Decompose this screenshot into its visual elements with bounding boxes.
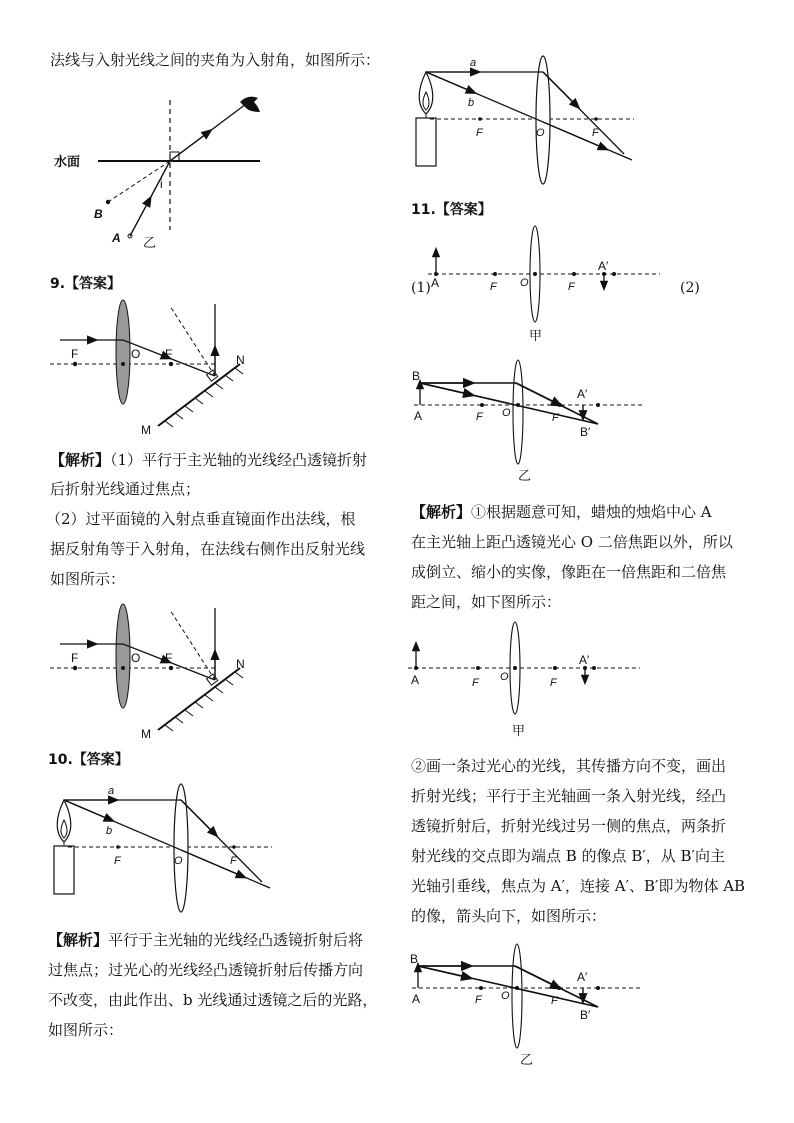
q9-title: 9.【答案】 (50, 276, 122, 292)
image-label: A′ (598, 259, 609, 273)
svg-text:F: F (472, 677, 479, 689)
center-label: O (520, 277, 529, 289)
fig8-diagram (40, 90, 280, 250)
intro-text: 法线与入射光线之间的夹角为入射角，如图所示： (50, 51, 381, 69)
q11-part-1-label: (1) (411, 280, 431, 296)
svg-text:F: F (71, 651, 79, 665)
focus-right-label: F (568, 281, 575, 293)
q10-analysis-line-3: 不改变，由此作出、b 光线通过透镜之后的光路， (48, 991, 378, 1009)
q9-figure (45, 296, 285, 436)
caption: 甲 (529, 328, 543, 343)
q10-title: 10.【答案】 (48, 752, 129, 768)
caption: 乙 (518, 468, 532, 483)
q9-analysis-line-1: 【解析】（1）平行于主光轴的光线经凸透镜折射 (50, 451, 368, 469)
svg-text:F: F (592, 127, 599, 139)
eye-icon (240, 97, 260, 112)
svg-text:F: F (551, 995, 558, 1007)
q11-analysis1-line-1: 【解析】①根据题意可知，蜡烛的烛焰中心 A (411, 503, 712, 521)
svg-text:O: O (131, 651, 141, 665)
svg-text:甲: 甲 (512, 723, 526, 738)
candle-body (54, 846, 74, 894)
svg-text:F: F (550, 677, 557, 689)
object-label: A (431, 276, 440, 290)
q11-part-2-label: (2) (680, 280, 700, 296)
q11-title: 11.【答案】 (411, 202, 492, 218)
q11-fig-yi (410, 358, 660, 488)
ray-b-label: b (106, 825, 113, 837)
svg-text:F: F (475, 994, 482, 1006)
q10-analysis-line-1: 【解析】平行于主光轴的光线经凸透镜折射后将 (48, 931, 364, 949)
center-label: O (502, 407, 511, 419)
mirror-top-label: N (236, 353, 245, 367)
svg-text:M: M (141, 727, 151, 741)
focus-left-label: F (114, 855, 121, 867)
q11-analysis2-line-2: 折射光线；平行于主光轴画一条入射光线，经凸 (411, 787, 727, 805)
q11-fig-jia (428, 224, 668, 349)
svg-text:乙: 乙 (520, 1052, 534, 1067)
svg-text:F: F (476, 127, 483, 139)
svg-text:N: N (236, 657, 245, 671)
q11-analysis2-line-3: 透镜折射后，折射光线过另一侧的焦点，两条折 (411, 817, 727, 835)
point-b-dot (106, 200, 110, 204)
q11-analysis2-line-5: 光轴引垂线，焦点为 A′，连接 A′、B′即为物体 AB (411, 877, 746, 895)
q10-analysis-line-4: 如图所示： (48, 1021, 124, 1039)
svg-text:a: a (470, 57, 477, 69)
q9-solution-figure (45, 600, 285, 740)
center-label: O (174, 855, 183, 867)
svg-text:A: A (412, 992, 421, 1006)
point-a-label: A (414, 409, 423, 423)
water-label: 水面 (54, 154, 81, 169)
point-a-label: A (112, 231, 121, 245)
q11-analysis1-line-2: 在主光轴上距凸透镜光心 O 二倍焦距以外，所以 (411, 533, 733, 551)
q9-analysis-line-3: （2）过平面镜的入射点垂直镜面作出法线，根 (46, 510, 356, 528)
q10-solution-figure (412, 52, 652, 192)
svg-text:F: F (165, 651, 173, 665)
point-b-label: B (94, 207, 103, 221)
svg-text:A: A (411, 673, 420, 687)
point-b-label: B (412, 369, 421, 383)
q9-analysis-line-5: 如图所示： (50, 570, 126, 588)
svg-text:A′: A′ (579, 653, 590, 667)
image-b-label: B′ (580, 425, 591, 439)
svg-text:B′: B′ (580, 1008, 591, 1022)
mirror-normal (170, 306, 215, 376)
q10-figure (48, 780, 288, 920)
q11-analysis1-line-3: 成倒立、缩小的实像，像距在一倍焦距和二倍焦 (411, 563, 727, 581)
mirror-hatching (165, 368, 243, 427)
svg-text:A′: A′ (577, 970, 588, 984)
svg-text:O: O (536, 127, 545, 139)
focus-right-label: F (552, 412, 559, 424)
q11-analysis-fig-jia (408, 620, 648, 745)
q11-analysis1-line-4: 距之间，如下图所示： (411, 593, 562, 611)
plane-mirror (158, 364, 240, 426)
q11-analysis-fig-yi (408, 940, 658, 1075)
svg-text:O: O (500, 671, 509, 683)
convex-lens (116, 300, 130, 404)
svg-text:O: O (501, 990, 510, 1002)
image-a-label: A′ (577, 387, 588, 401)
focus-right-label: F (230, 855, 237, 867)
focus-right-label: F (165, 347, 173, 361)
mirror-bottom-label: M (141, 423, 151, 437)
focus-left-label: F (490, 281, 497, 293)
focus-left-label: F (476, 411, 483, 423)
svg-text:b: b (468, 97, 475, 109)
q10-analysis-line-2: 过焦点；过光心的光线经凸透镜折射后传播方向 (48, 961, 364, 979)
center-label: O (131, 347, 141, 361)
ray-a-label: a (108, 785, 115, 797)
q9-analysis-line-4: 据反射角等于入射角，在法线右侧作出反射光线 (50, 540, 366, 558)
angle-label: i (160, 177, 163, 191)
q11-analysis2-line-6: 的像，箭头向下，如图所示： (411, 907, 607, 925)
svg-text:B: B (410, 952, 419, 966)
q11-analysis2-line-1: ②画一条过光心的光线，其传播方向不变，画出 (411, 757, 727, 775)
focus-left-label: F (71, 347, 79, 361)
fig8-caption: 乙 (143, 235, 157, 250)
q9-analysis-line-2: 后折射光线通过焦点； (50, 480, 201, 498)
q11-analysis2-line-4: 射光线的交点即为端点 B 的像点 B′，从 B′向主 (411, 847, 725, 865)
